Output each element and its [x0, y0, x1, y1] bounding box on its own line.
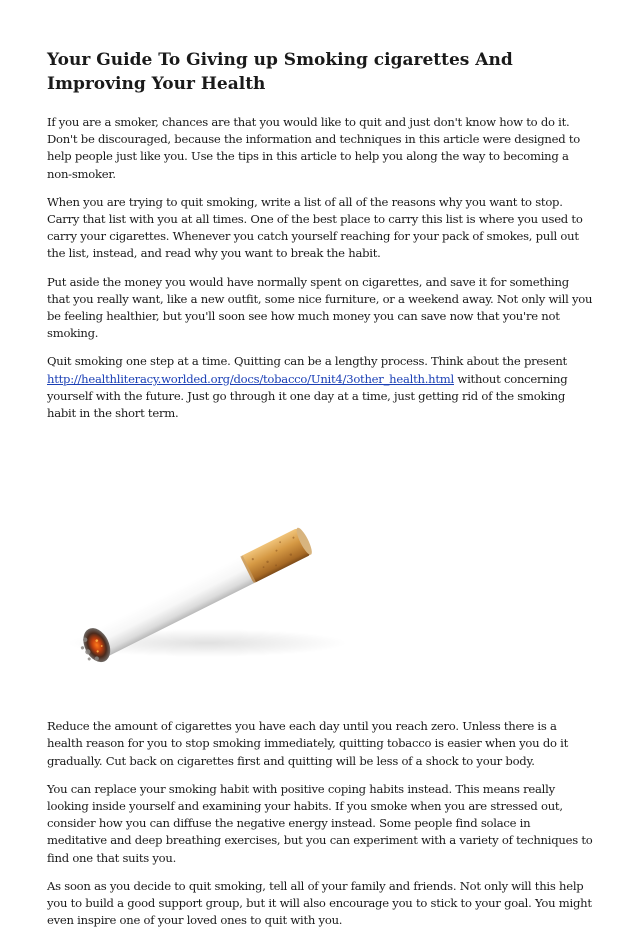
- cigarette-illustration: [47, 433, 593, 707]
- health-literacy-link[interactable]: http://healthliteracy.worlded.org/docs/tobacco/Unit4/3other_health.html: [47, 371, 454, 386]
- paragraph-save-money: Put aside the money you would have normally spent on cigarettes, and save it for something that you really want, like a new outfit, some nice furniture, or a weekend away. Not only will you be feeling healthier, but you'll soon see how much money you can save now that you're not smoking.: [47, 274, 593, 341]
- document-page: [47, 48, 593, 940]
- paragraph-tell-family: As soon as you decide to quit smoking, tell all of your family and friends. Not only will this help you to build a good support group, but it will also encourage you to stick to your goal. You might even inspire one of your loved ones to quit with you.: [47, 878, 592, 928]
- paragraph-one-step: [47, 353, 593, 422]
- paragraph-reduce-amount: Reduce the amount of cigarettes you have each day until you reach zero. Unless there is a health reason for you to stop smoking immediately, quitting tobacco is easier when you do it gradually. Cut back on cigarettes first and quitting will be less of a shock to your body.: [47, 719, 569, 768]
- paragraph-one-step-before: Quit smoking one step at a time. Quitting can be a lengthy process. Think about the present: [47, 354, 567, 369]
- paragraph-one-step-after: without concerning yourself with the future. Just go through it one day at a time, just getting rid of the smoking habit in the short term.: [47, 371, 568, 421]
- paragraph-intro: If you are a smoker, chances are that you would like to quit and just don't know how to do it. Don't be discouraged, because the information and techniques in this article were designed to help people just like you. Use the tips in this article to help you along the way to becoming a non-smoker.: [47, 115, 580, 181]
- paragraph-list-reasons: When you are trying to quit smoking, write a list of all of the reasons why you want to stop. Carry that list with you at all times. One of the best place to carry this list is where you used to carry your cigarettes. Whenever you catch yourself reaching for your pack of smokes, pull out the list, instead, and read why you want to break the habit.: [47, 194, 583, 261]
- cigarette-image: [47, 433, 593, 707]
- page-title: Your Guide To Giving up Smoking cigarettes And Improving Your Health: [47, 50, 513, 94]
- paragraph-coping-habits: You can replace your smoking habit with positive coping habits instead. This means really looking inside yourself and examining your habits. If you smoke when you are stressed out, consider how you can diffuse the negative energy instead. Some people find solace in meditative and deep breathing exercises, but you can experiment with a variety of techniques to find one that suits you.: [47, 781, 593, 865]
